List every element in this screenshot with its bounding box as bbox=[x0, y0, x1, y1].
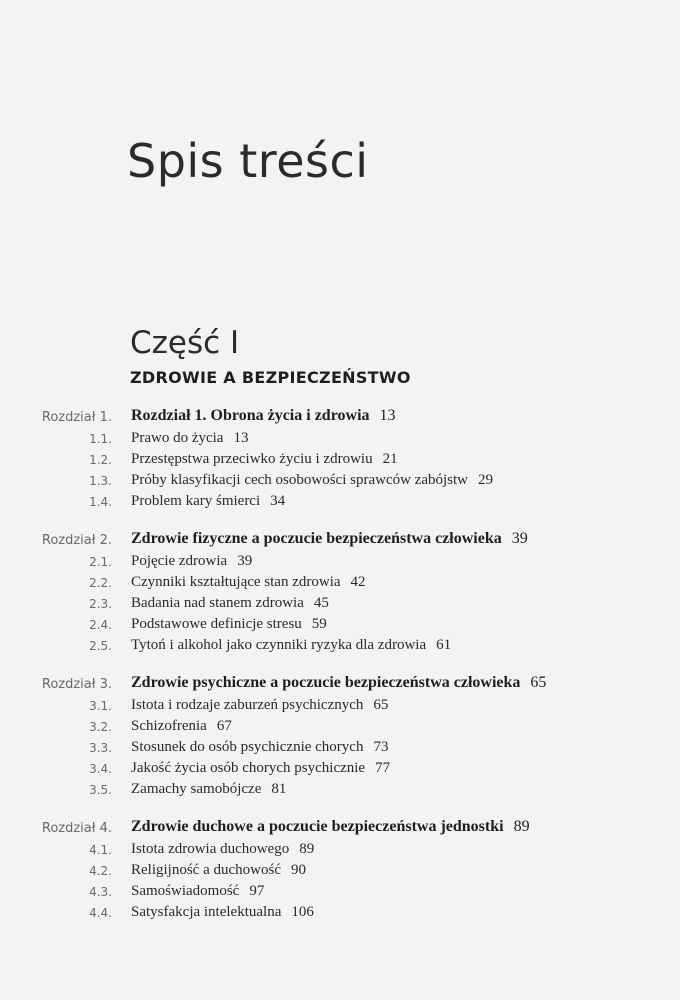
chapter-2 bbox=[0, 525, 680, 656]
page-number: 65 bbox=[530, 674, 547, 691]
chapter-entry[interactable] bbox=[0, 813, 680, 839]
section-title: Próby klasyfikacji cech osobowości sprawców zabójstw bbox=[131, 472, 469, 488]
section-number: 4.1. bbox=[89, 843, 112, 857]
section-number: 4.4. bbox=[89, 906, 112, 920]
section-entry[interactable] bbox=[0, 860, 680, 881]
chapter-number: Rozdział 2. bbox=[41, 533, 112, 548]
chapter-title: Zdrowie fizyczne a poczucie bezpieczeństwa człowieka bbox=[131, 530, 502, 547]
section-number: 2.1. bbox=[89, 555, 112, 569]
page-number: 89 bbox=[513, 818, 530, 835]
section-number: 1.1. bbox=[89, 432, 112, 446]
chapter-number: Rozdział 1. bbox=[41, 410, 112, 425]
section-entry[interactable] bbox=[0, 758, 680, 779]
page-number: 73 bbox=[373, 739, 389, 755]
section-entry[interactable] bbox=[0, 839, 680, 860]
page-title: Spis treści bbox=[127, 134, 369, 188]
page-number: 59 bbox=[311, 616, 327, 632]
section-entry[interactable] bbox=[0, 779, 680, 800]
chapter-4 bbox=[0, 813, 680, 923]
section-number: 2.3. bbox=[89, 597, 112, 611]
chapter-entry[interactable] bbox=[0, 402, 680, 428]
section-entry[interactable] bbox=[0, 716, 680, 737]
page-number: 67 bbox=[216, 718, 232, 734]
section-entry[interactable] bbox=[0, 572, 680, 593]
page-number: 42 bbox=[350, 574, 366, 590]
chapter-number: Rozdział 4. bbox=[41, 821, 112, 836]
section-number: 2.4. bbox=[89, 618, 112, 632]
section-title: Przestępstwa przeciwko życiu i zdrowiu bbox=[131, 451, 373, 467]
section-title: Samoświadomość bbox=[131, 883, 240, 899]
chapter-3 bbox=[0, 669, 680, 800]
section-entry[interactable] bbox=[0, 614, 680, 635]
section-title: Prawo do życia bbox=[131, 430, 224, 446]
section-title: Schizofrenia bbox=[131, 718, 207, 734]
section-number: 3.2. bbox=[89, 720, 112, 734]
section-number: 2.2. bbox=[89, 576, 112, 590]
chapter-title: Zdrowie duchowe a poczucie bezpieczeństwa jednostki bbox=[131, 818, 504, 835]
section-entry[interactable] bbox=[0, 470, 680, 491]
page-number: 90 bbox=[290, 862, 306, 878]
section-number: 1.2. bbox=[89, 453, 112, 467]
section-entry[interactable] bbox=[0, 881, 680, 902]
section-number: 2.5. bbox=[89, 639, 112, 653]
section-title: Pojęcie zdrowia bbox=[131, 553, 228, 569]
section-entry[interactable] bbox=[0, 428, 680, 449]
page-number: 65 bbox=[373, 697, 389, 713]
part-heading: Część I bbox=[130, 325, 240, 361]
page-number: 39 bbox=[237, 553, 253, 569]
section-entry[interactable] bbox=[0, 449, 680, 470]
chapter-title: Zdrowie psychiczne a poczucie bezpieczeństwa człowieka bbox=[131, 674, 521, 691]
section-entry[interactable] bbox=[0, 491, 680, 512]
page-number: 29 bbox=[478, 472, 494, 488]
section-title: Badania nad stanem zdrowia bbox=[131, 595, 304, 611]
page-number: 61 bbox=[436, 637, 452, 653]
chapter-title: Rozdział 1. Obrona życia i zdrowia bbox=[131, 407, 370, 424]
page-number: 34 bbox=[270, 493, 286, 509]
section-title: Istota i rodzaje zaburzeń psychicznych bbox=[131, 697, 364, 713]
chapter-1 bbox=[0, 402, 680, 512]
section-entry[interactable] bbox=[0, 902, 680, 923]
section-title: Istota zdrowia duchowego bbox=[131, 841, 290, 857]
page-number: 21 bbox=[382, 451, 398, 467]
section-entry[interactable] bbox=[0, 737, 680, 758]
chapter-entry[interactable] bbox=[0, 669, 680, 695]
section-title: Stosunek do osób psychicznie chorych bbox=[131, 739, 364, 755]
section-title: Tytoń i alkohol jako czynniki ryzyka dla zdrowia bbox=[131, 637, 427, 653]
page-number: 45 bbox=[313, 595, 329, 611]
section-entry[interactable] bbox=[0, 551, 680, 572]
section-number: 3.1. bbox=[89, 699, 112, 713]
section-number: 3.4. bbox=[89, 762, 112, 776]
page-number: 97 bbox=[249, 883, 265, 899]
table-of-contents bbox=[0, 402, 680, 936]
section-title: Podstawowe definicje stresu bbox=[131, 616, 302, 632]
section-title: Problem kary śmierci bbox=[131, 493, 261, 509]
section-title: Czynniki kształtujące stan zdrowia bbox=[131, 574, 341, 590]
page-number: 81 bbox=[271, 781, 287, 797]
section-entry[interactable] bbox=[0, 635, 680, 656]
section-number: 1.3. bbox=[89, 474, 112, 488]
section-number: 1.4. bbox=[89, 495, 112, 509]
page-number: 106 bbox=[291, 904, 314, 920]
section-entry[interactable] bbox=[0, 695, 680, 716]
section-title: Satysfakcja intelektualna bbox=[131, 904, 282, 920]
chapter-number: Rozdział 3. bbox=[41, 677, 112, 692]
part-subtitle: ZDROWIE A BEZPIECZEŃSTWO bbox=[130, 368, 411, 387]
section-number: 3.5. bbox=[89, 783, 112, 797]
section-title: Religijność a duchowość bbox=[131, 862, 281, 878]
page-number: 77 bbox=[375, 760, 391, 776]
chapter-entry[interactable] bbox=[0, 525, 680, 551]
page-number: 13 bbox=[233, 430, 249, 446]
section-number: 3.3. bbox=[89, 741, 112, 755]
section-title: Jakość życia osób chorych psychicznie bbox=[131, 760, 366, 776]
page-number: 89 bbox=[299, 841, 315, 857]
section-number: 4.2. bbox=[89, 864, 112, 878]
section-number: 4.3. bbox=[89, 885, 112, 899]
page-number: 13 bbox=[379, 407, 396, 424]
section-entry[interactable] bbox=[0, 593, 680, 614]
section-title: Zamachy samobójcze bbox=[131, 781, 262, 797]
page-number: 39 bbox=[511, 530, 528, 547]
